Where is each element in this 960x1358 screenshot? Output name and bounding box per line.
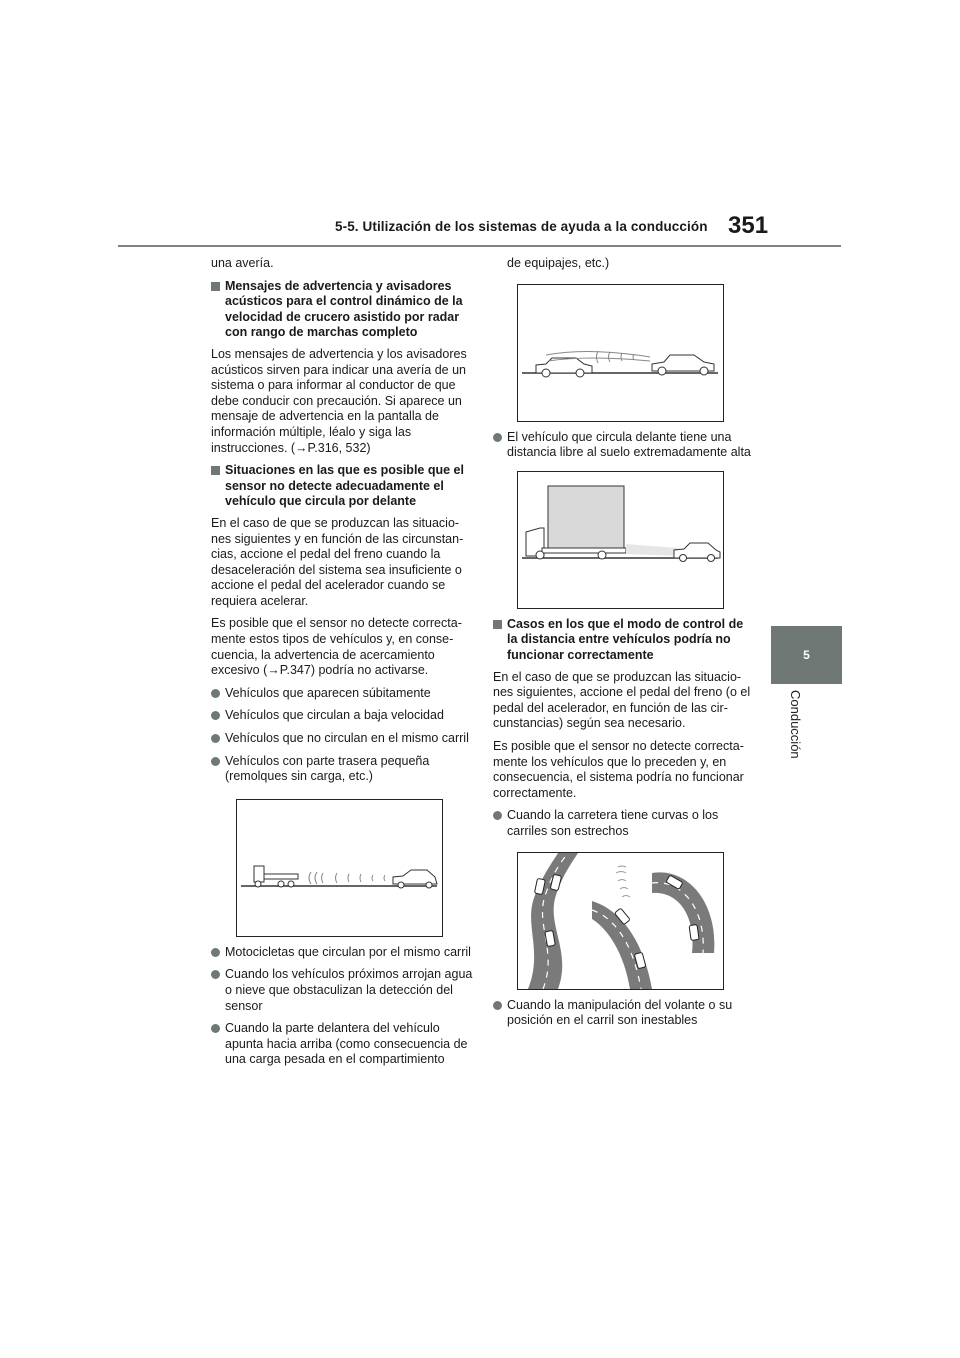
section-heading (211, 463, 473, 510)
list-item: Vehículos que circulan a baja velocidad (211, 708, 473, 724)
list-item: Motocicletas que circulan por el mismo carril (211, 945, 473, 961)
header-rule (118, 245, 841, 247)
bullet-icon (211, 734, 220, 743)
chapter-tab[interactable] (771, 626, 842, 684)
trailer-illustration (236, 799, 443, 937)
body-text: En el caso de que se produzcan las situaciones siguientes y en función de las circunstancias, accione el pedal del freno cuando la desaceleración del sistema sea insuficiente o accione el pedal del acelerador cuando se requiera acelerar. (211, 515, 464, 608)
intro-text: una avería. (211, 256, 274, 270)
list-item: Cuando la carretera tiene curvas o los carriles son estrechos (493, 808, 755, 839)
bullet-icon (493, 1001, 502, 1010)
raised-car-illustration (517, 284, 724, 422)
curved-roads-illustration (517, 852, 724, 990)
bullet-icon (211, 757, 220, 766)
section-title: 5-5. Utilización de los sistemas de ayuda a la conducción (335, 219, 708, 234)
chapter-number: 5 (803, 648, 810, 662)
square-bullet-icon (493, 620, 502, 629)
list-item: Cuando los vehículos próximos arrojan agua o nieve que obstaculizan la detección del sensor (211, 967, 473, 1014)
page-number: 351 (728, 212, 769, 239)
body-text: Es posible que el sensor no detecte correctamente estos tipos de vehículos y, en consecuencia, la advertencia de acercamiento excesivo (→P.347) podría no activarse. (211, 616, 462, 678)
body-text: Es posible que el sensor no detecte correctamente los vehículos que lo preceden y, en consecuencia, el sistema podría no funcionar correctamente. (493, 738, 744, 800)
list-item: Cuando la manipulación del volante o su posición en el carril son inestables (493, 998, 755, 1029)
bullet-icon (211, 970, 220, 979)
truck-illustration (517, 471, 724, 609)
body-text: Los mensajes de advertencia y los avisadores acústicos sirven para indicar una avería de un sistema o para informar al conductor de que debe conducir con precaución. Si aparece un mensaje de advertencia en la pantalla de información múltiple, léalo y siga las instrucciones. (→P.316, 532) (211, 346, 467, 455)
body-text: En el caso de que se produzcan las situaciones siguientes, accione el pedal del freno (o el pedal del acelerador, en función de las circunstancias) según sea necesario. (493, 669, 751, 731)
list-item: Vehículos con parte trasera pequeña (remolques sin carga, etc.) (211, 754, 473, 785)
square-bullet-icon (211, 282, 220, 291)
bullet-icon (493, 811, 502, 820)
heading-text: Mensajes de advertencia y avisadores acústicos para el control dinámico de la velocidad de crucero asistido por radar con rango de marchas completo (225, 278, 463, 340)
square-bullet-icon (211, 466, 220, 475)
section-heading (493, 617, 755, 664)
bullet-icon (211, 711, 220, 720)
bullet-icon (493, 433, 502, 442)
list-item: Vehículos que aparecen súbitamente (211, 686, 473, 702)
bullet-icon (211, 948, 220, 957)
bullet-icon (211, 1024, 220, 1033)
list-item: Vehículos que no circulan en el mismo carril (211, 731, 473, 747)
section-heading (211, 279, 473, 341)
right-column (493, 256, 755, 1036)
bullet-icon (211, 689, 220, 698)
list-item: Cuando la parte delantera del vehículo apunta hacia arriba (como consecuencia de una carga pesada en el compartimiento (211, 1021, 473, 1068)
chapter-label: Conducción (788, 690, 803, 759)
heading-text: Situaciones en las que es posible que el sensor no detecte adecuadamente el vehículo que circula por delante (225, 463, 464, 509)
continued-text: de equipajes, etc.) (507, 256, 610, 270)
list-item: El vehículo que circula delante tiene una distancia libre al suelo extremadamente alta (493, 430, 755, 461)
left-column (211, 256, 473, 1075)
heading-text: Casos en los que el modo de control de la distancia entre vehículos podría no funcionar correctamente (507, 616, 744, 662)
